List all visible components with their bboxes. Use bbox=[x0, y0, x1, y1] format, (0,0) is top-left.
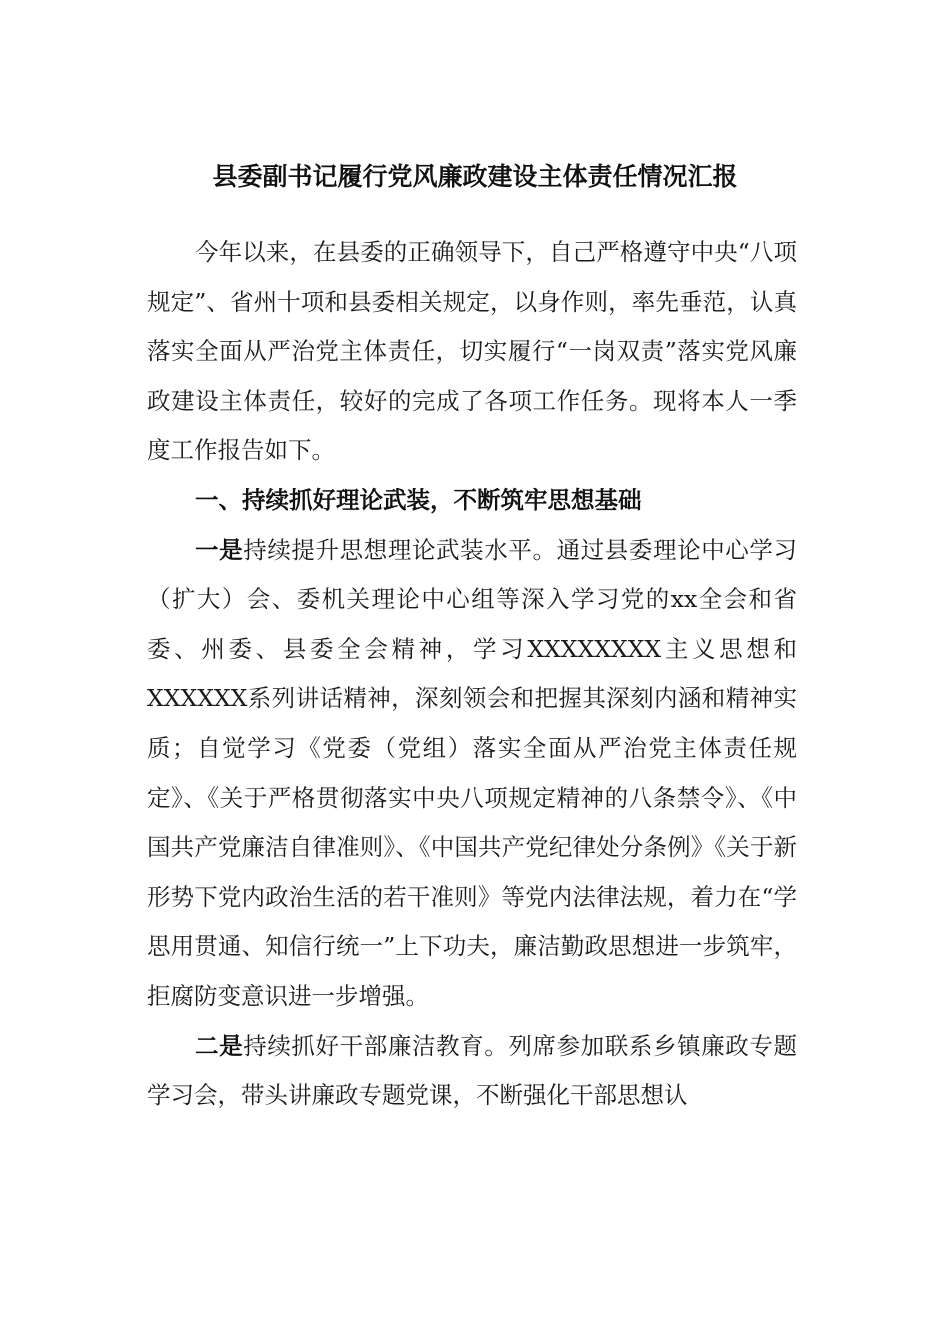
item-lead-1: 一是 bbox=[195, 535, 244, 564]
section-heading: 一、持续抓好理论武装，不断筑牢思想基础 bbox=[195, 485, 642, 514]
intro-paragraph: 今年以来，在县委的正确领导下，自己严格遵守中央“八项规定”、省州十项和县委相关规定，以身作则，率先垂范，认真落实全面从严治党主体责任，切实履行“一岗双责”落实党风廉政建设主体责任，较好的完成了各项工作任务。现将本人一季度工作报告如下。 bbox=[147, 238, 797, 465]
item-text-2: 持续抓好干部廉洁教育。列席参加联系乡镇廉政专题学习会，带头讲廉政专题党课，不断强化干部思想认 bbox=[147, 1031, 798, 1110]
item-lead-2: 二是 bbox=[195, 1031, 244, 1060]
item-text-1: 持续提升思想理论武装水平。通过县委理论中心学习（扩大）会、委机关理论中心组等深入学习党的xx全会和省委、州委、县委全会精神，学习XXXXXXXX主义思想和XXXXXX系列讲话精神，深刻领会和把握其深刻内涵和精神实质；自觉学习《党委（党组）落实全面从严治党主体责任规定》、《关于严格贯彻落实中央八项规定精神的八条禁令》、《中国共产党廉洁自律准则》、《中国共产党纪律处分条例》《关于新形势下党内政治生活的若干准则》等党内法律法规，着力在“学思用贯通、知信行统一”上下功夫，廉洁勤政思想进一步筑牢，拒腐防变意识进一步增强。 bbox=[147, 535, 798, 1010]
document-title: 县委副书记履行党风廉政建设主体责任情况汇报 bbox=[212, 162, 738, 191]
item-paragraph-1 bbox=[147, 526, 797, 1022]
item-paragraph-2 bbox=[147, 1022, 797, 1121]
document-body bbox=[147, 228, 797, 1121]
